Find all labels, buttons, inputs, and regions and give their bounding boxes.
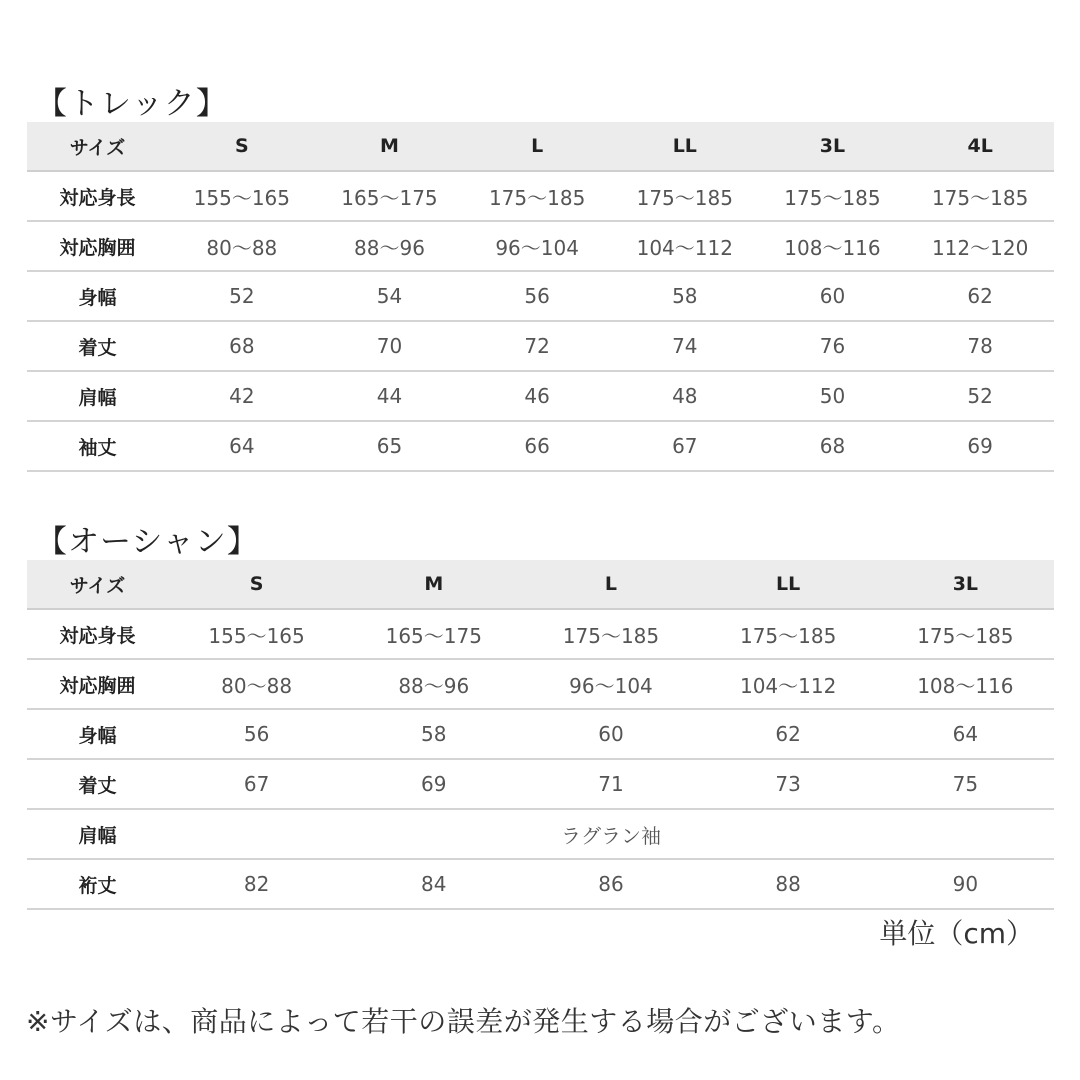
row-label: 対応胸囲 [27, 659, 168, 709]
table-cell: 64 [168, 421, 316, 471]
row-label: 対応身長 [27, 171, 168, 221]
table-cell: 84 [345, 859, 522, 909]
row-label: 着丈 [27, 759, 168, 809]
table-cell: 104〜112 [611, 221, 759, 271]
size-header-cell: M [345, 560, 522, 609]
table-cell: 76 [759, 321, 907, 371]
table-cell: 80〜88 [168, 659, 345, 709]
table-cell: 112〜120 [906, 221, 1054, 271]
table-cell: 175〜185 [906, 171, 1054, 221]
table-cell: 70 [316, 321, 464, 371]
table-cell: 88〜96 [345, 659, 522, 709]
raglan-sleeve-cell: ラグラン袖 [168, 809, 1054, 859]
table-cell: 104〜112 [700, 659, 877, 709]
size-header-cell: 3L [877, 560, 1054, 609]
table-cell: 74 [611, 321, 759, 371]
table-cell: 155〜165 [168, 171, 316, 221]
table-cell: 96〜104 [463, 221, 611, 271]
table-cell: 56 [463, 271, 611, 321]
table-cell: 155〜165 [168, 609, 345, 659]
unit-note: 単位（cm） [879, 917, 1034, 950]
table-cell: 64 [877, 709, 1054, 759]
table-row [27, 271, 1054, 321]
size-disclaimer: ※サイズは、商品によって若干の誤差が発生する場合がございます。 [26, 1005, 901, 1038]
table-cell: 68 [168, 321, 316, 371]
row-label: 身幅 [27, 271, 168, 321]
table-cell: 62 [906, 271, 1054, 321]
table-cell: 86 [522, 859, 699, 909]
table-cell: 175〜185 [463, 171, 611, 221]
table-cell: 175〜185 [611, 171, 759, 221]
row-label: サイズ [27, 122, 168, 171]
ocean-section-title: 【オーシャン】 [36, 524, 259, 560]
table-cell: 60 [759, 271, 907, 321]
table-cell: 96〜104 [522, 659, 699, 709]
table-cell: 66 [463, 421, 611, 471]
row-label: 対応身長 [27, 609, 168, 659]
size-header-cell: LL [700, 560, 877, 609]
size-header-cell: L [463, 122, 611, 171]
table-header-row [27, 560, 1054, 609]
size-header-cell: LL [611, 122, 759, 171]
table-cell: 69 [345, 759, 522, 809]
table-cell: 88 [700, 859, 877, 909]
table-cell: 88〜96 [316, 221, 464, 271]
trek-size-table [27, 122, 1054, 472]
table-cell: 44 [316, 371, 464, 421]
size-header-cell: S [168, 122, 316, 171]
table-cell: 42 [168, 371, 316, 421]
size-header-cell: 3L [759, 122, 907, 171]
table-row [27, 659, 1054, 709]
table-cell: 90 [877, 859, 1054, 909]
table-row [27, 321, 1054, 371]
trek-section-title: 【トレック】 [36, 86, 228, 122]
row-label: 肩幅 [27, 371, 168, 421]
table-cell: 48 [611, 371, 759, 421]
table-row [27, 609, 1054, 659]
table-row [27, 759, 1054, 809]
table-row [27, 221, 1054, 271]
row-label: 肩幅 [27, 809, 168, 859]
table-cell: 68 [759, 421, 907, 471]
table-cell: 165〜175 [345, 609, 522, 659]
table-cell: 80〜88 [168, 221, 316, 271]
table-cell: 52 [906, 371, 1054, 421]
row-label: 対応胸囲 [27, 221, 168, 271]
size-header-cell: L [522, 560, 699, 609]
row-label: 着丈 [27, 321, 168, 371]
table-cell: 52 [168, 271, 316, 321]
size-header-cell: M [316, 122, 464, 171]
table-row [27, 709, 1054, 759]
table-cell: 69 [906, 421, 1054, 471]
size-header-cell: S [168, 560, 345, 609]
table-cell: 56 [168, 709, 345, 759]
table-cell: 165〜175 [316, 171, 464, 221]
table-cell: 73 [700, 759, 877, 809]
table-cell: 50 [759, 371, 907, 421]
table-row [27, 421, 1054, 471]
row-label: サイズ [27, 560, 168, 609]
table-header-row [27, 122, 1054, 171]
table-cell: 58 [611, 271, 759, 321]
ocean-size-table [27, 560, 1054, 910]
table-cell: 175〜185 [522, 609, 699, 659]
table-cell: 65 [316, 421, 464, 471]
table-cell: 46 [463, 371, 611, 421]
table-cell: 175〜185 [877, 609, 1054, 659]
table-row [27, 371, 1054, 421]
table-row [27, 859, 1054, 909]
table-cell: 62 [700, 709, 877, 759]
size-header-cell: 4L [906, 122, 1054, 171]
table-cell: 54 [316, 271, 464, 321]
table-cell: 108〜116 [877, 659, 1054, 709]
table-cell: 82 [168, 859, 345, 909]
row-label: 裄丈 [27, 859, 168, 909]
table-cell: 71 [522, 759, 699, 809]
table-cell: 60 [522, 709, 699, 759]
row-label: 身幅 [27, 709, 168, 759]
table-cell: 72 [463, 321, 611, 371]
table-cell: 175〜185 [700, 609, 877, 659]
table-cell: 58 [345, 709, 522, 759]
table-cell: 78 [906, 321, 1054, 371]
table-cell: 75 [877, 759, 1054, 809]
table-cell: 175〜185 [759, 171, 907, 221]
table-row [27, 171, 1054, 221]
table-cell: 67 [611, 421, 759, 471]
table-cell: 67 [168, 759, 345, 809]
table-cell: 108〜116 [759, 221, 907, 271]
table-row [27, 809, 1054, 859]
row-label: 袖丈 [27, 421, 168, 471]
